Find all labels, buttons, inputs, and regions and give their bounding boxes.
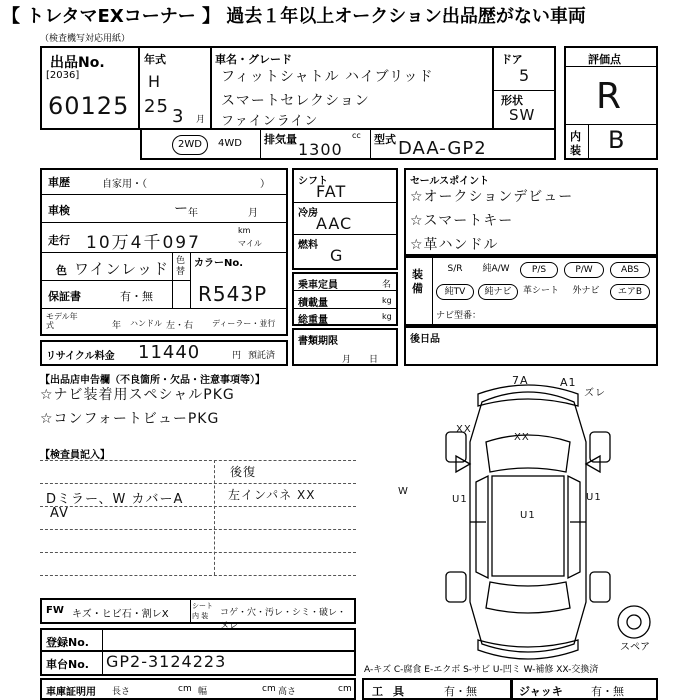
doc-expiry-label: 書類期限 — [298, 336, 338, 347]
model-code-value: DAA-GP2 — [398, 138, 487, 159]
recycle-unit: 円 — [232, 351, 242, 361]
registration-row — [40, 628, 356, 652]
certificate-width-unit: cm — [262, 684, 276, 694]
color-label: 色 — [56, 264, 67, 277]
inspector-line-2: AV — [50, 506, 69, 521]
score-value: R — [596, 76, 623, 117]
equip-aw: 純A/W — [482, 264, 510, 274]
history-close: ） — [260, 179, 270, 190]
chassis-value: GP2-3124223 — [106, 652, 227, 671]
inspection-year-unit: 年 — [188, 208, 198, 219]
seller-note-2: ☆コンフォートビューPKG — [40, 411, 220, 427]
doc-expiry-block — [292, 328, 398, 366]
tools-options: 有・無 — [444, 685, 477, 698]
sales-points-label: セールスポイント — [410, 176, 490, 187]
equipment-label: 装備 — [412, 268, 423, 295]
capacity-label: 乗車定員 — [298, 280, 338, 291]
drive-4wd: 4WD — [218, 138, 242, 149]
sales-point-2: ☆スマートキー — [410, 213, 514, 229]
model-name-line2: スマートセレクション — [221, 93, 370, 109]
certificate-length-unit: cm — [178, 684, 192, 694]
color-no-value: R543P — [198, 282, 268, 306]
color-value: ワインレッド — [74, 260, 170, 278]
inspector-rear-line: 左インパネ XX — [228, 488, 316, 502]
seller-note-1: ☆ナビ装着用スペシャルPKG — [40, 387, 235, 403]
jack-box — [512, 678, 658, 700]
recycle-value: 11440 — [138, 342, 201, 363]
sales-point-1: ☆オークションデビュー — [410, 189, 574, 205]
fuel-label: 燃料 — [298, 240, 318, 251]
chassis-row — [40, 652, 356, 676]
dealer-label: ディーラー・並行 — [212, 319, 276, 328]
weight-label: 総重量 — [298, 315, 328, 326]
header-title: 【 トレタマEXコーナー 】 過去１年以上オークション出品歴がない車両 — [2, 6, 586, 27]
warranty-label: 保証書 — [48, 290, 81, 303]
weight-unit: kg — [382, 312, 392, 321]
ac-value: AAC — [316, 214, 353, 233]
history-label: 車歴 — [48, 176, 70, 189]
certificate-height: 高さ — [278, 687, 297, 697]
doc-expiry-unit: 月日 — [342, 355, 397, 365]
equip-sr: S/R — [447, 264, 463, 274]
history-options: 自家用・（ — [102, 179, 147, 190]
diagram-mark-u1-2: U1 — [520, 510, 536, 521]
diagram-mark-w: W — [398, 486, 409, 497]
shift-label: シフト — [298, 176, 328, 187]
diagram-mark-xx-2: XX — [514, 432, 530, 443]
year-label: 年式 — [144, 53, 166, 66]
fw-options: キズ・ヒビ石・割レX — [72, 609, 169, 620]
model-year-label: モデル年式 — [46, 312, 78, 330]
seat-label: シート 内 装 — [192, 602, 213, 620]
chassis-label: 車台No. — [46, 658, 89, 671]
diagram-mark-u1-1: U1 — [452, 494, 468, 505]
color-no-label: カラーNo. — [194, 258, 244, 269]
inspection-month-unit: 月 — [248, 208, 258, 219]
seller-notes-label: 【出品店申告欄（不良箇所・欠品・注意事項等）】 — [40, 375, 265, 386]
left-block — [40, 168, 288, 336]
seat-options: コゲ・穴・汚レ・シミ・破レ・ヌレ — [220, 608, 347, 631]
equip-leather: 革シート — [522, 286, 559, 296]
certificate-label: 車庫証明用 — [46, 687, 96, 698]
inspector-rear-note: 後復 — [230, 465, 257, 479]
model-name-box — [210, 46, 494, 130]
year-month: 3 — [172, 106, 185, 127]
ac-label: 冷房 — [298, 208, 318, 219]
navi-model-label: ナビ型番： — [436, 311, 482, 321]
model-name-line1: フィットシャトル ハイブリッド — [221, 69, 434, 85]
diagram-mark-xx-1: XX — [456, 424, 472, 435]
recycle-label: リサイクル料金 — [46, 351, 115, 362]
lot-stamp: [2036] — [46, 70, 80, 81]
arrival-box — [404, 326, 658, 366]
diagram-mark-zure: ズレ — [584, 388, 606, 399]
displacement-label: 排気量 — [264, 133, 297, 146]
equip-abs: ABS — [610, 262, 650, 278]
arrival-label: 後日品 — [410, 334, 440, 345]
inspector-line-1: Dミラー、W カバーA — [46, 492, 184, 507]
model-code-label: 型式 — [374, 133, 396, 146]
equip-ext-navi: 外ナビ — [572, 286, 600, 296]
sales-points-box — [404, 168, 658, 256]
tools-box — [362, 678, 512, 700]
mid-block — [292, 168, 398, 270]
jack-label: ジャッキ — [519, 685, 563, 698]
displacement-unit: cc — [352, 131, 361, 140]
inspector-label: 【検査員記入】 — [40, 450, 110, 461]
sales-point-3: ☆革ハンドル — [410, 237, 499, 253]
equip-tv: 純TV — [436, 284, 474, 300]
registration-label: 登録No. — [46, 636, 89, 649]
equip-ps: P/S — [520, 262, 558, 278]
lot-number: 60125 — [48, 92, 130, 120]
warranty-options: 有・無 — [120, 290, 153, 303]
load-label: 積載量 — [298, 298, 328, 309]
shift-value: FAT — [316, 182, 347, 201]
model-name-line3: ファインライン — [221, 114, 319, 129]
year-box — [140, 46, 212, 130]
tools-label: 工具 — [372, 685, 414, 698]
recycle-note: 預託済 — [248, 351, 276, 361]
score-label: 評価点 — [588, 53, 621, 66]
diagram-mark-u1-3: U1 — [586, 492, 602, 503]
interior-label-2: 装 — [570, 144, 581, 157]
model-name-label: 車名・グレード — [215, 53, 292, 66]
doors-label: ドア — [501, 53, 523, 66]
equip-navi: 純ナビ — [478, 284, 518, 300]
header-subnote: （検査機写対応用紙） — [40, 34, 131, 44]
inspection-value: ー — [174, 201, 189, 217]
equip-pw: P/W — [564, 262, 604, 278]
damage-legend: A-キズ C-腐食 E-エクボ S-サビ U-凹ミ W-補修 XX-交換済 — [364, 665, 599, 675]
body-type-value: SW — [509, 106, 536, 124]
fw-label: FW — [46, 605, 64, 616]
interior-label-1: 内 — [570, 130, 581, 143]
fuel-value: G — [330, 246, 344, 265]
interior-check-row — [40, 598, 356, 631]
mileage-label: 走行 — [48, 234, 70, 247]
load-unit: kg — [382, 296, 392, 305]
capacity-block — [292, 272, 398, 326]
spec-row — [140, 128, 556, 160]
handle-label: ハンドル — [130, 319, 162, 328]
body-type-label: 形状 — [501, 94, 523, 107]
year-era: H — [148, 72, 162, 91]
diagram-mark-7a: 7A — [512, 374, 529, 387]
year-value: 25 — [144, 96, 169, 117]
drive-2wd: 2WD — [172, 135, 208, 155]
capacity-unit: 名 — [382, 280, 392, 290]
displacement-value: 1300 — [298, 140, 343, 159]
mileage-unit-mile: マイル — [238, 239, 262, 248]
mileage-unit-km: km — [238, 226, 251, 235]
lot-label: 出品No. — [50, 55, 105, 71]
recycle-box — [40, 340, 288, 366]
doors-box — [492, 46, 556, 130]
car-diagram — [396, 372, 660, 672]
color-swap-label: 色替 — [176, 256, 186, 277]
inspection-label: 車検 — [48, 204, 70, 217]
certificate-row — [40, 678, 356, 700]
handle-options: 左・右 — [166, 321, 194, 331]
spare-label: スペア — [620, 642, 650, 653]
lot-box — [40, 46, 140, 130]
certificate-length: 長さ — [112, 687, 131, 697]
equip-airbag: エアB — [610, 284, 650, 300]
mileage-value: 10万4千097 — [86, 233, 201, 253]
year-month-unit: 月 — [196, 115, 206, 125]
diagram-mark-a1: A1 — [560, 376, 577, 389]
jack-options: 有・無 — [591, 685, 624, 698]
model-year-unit: 年 — [112, 321, 122, 331]
score-box — [564, 46, 658, 160]
equipment-box — [404, 256, 658, 326]
certificate-width: 幅 — [198, 687, 208, 697]
certificate-height-unit: cm — [338, 684, 352, 694]
doors-value: 5 — [519, 66, 531, 85]
interior-value: B — [608, 126, 626, 154]
